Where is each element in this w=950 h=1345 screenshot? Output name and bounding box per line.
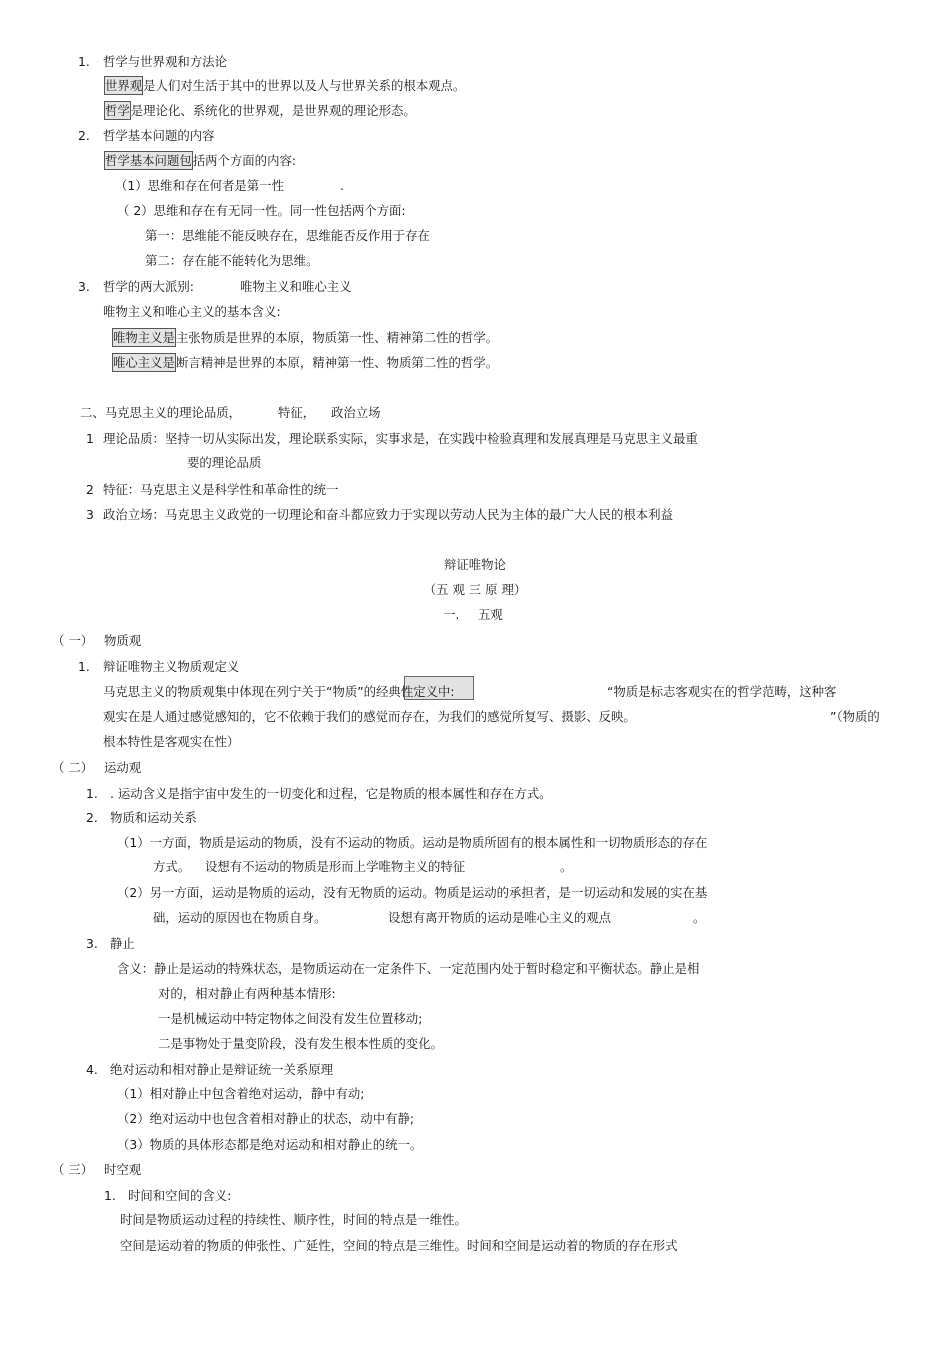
idealism-definition: 断言精神是世界的本原，精神第一性、物质第二性的哲学。 <box>175 355 499 370</box>
rest-case-two: 二是事物处于量变阶段，没有发生根本性质的变化。 <box>158 1036 443 1051</box>
time-definition: 时间是物质运动过程的持续性、顺序性，时间的特点是一维性。 <box>120 1212 467 1227</box>
section-2-heading-b: 特征， <box>278 405 316 420</box>
motion-item-4-number: 4. <box>86 1062 98 1077</box>
dm-subtitle: （五 观 三 原 理） <box>423 582 527 597</box>
motion-relation-1-cont-b: 设想有不运动的物质是形而上学唯物主义的特征 <box>205 859 466 874</box>
spacetime-item-1-number: 1. <box>104 1188 116 1203</box>
matter-item-1-title: 辩证唯物主义物质观定义 <box>103 659 240 674</box>
motion-view-title: 运动观 <box>104 760 142 775</box>
motion-item-3-title: 静止 <box>110 936 135 951</box>
matter-view-number: （ 一） <box>52 633 94 648</box>
idealism-term: 唯心主义是 <box>113 355 175 370</box>
motion-relation-2-cont-b: 设想有离开物质的运动是唯心主义的观点 <box>388 910 612 925</box>
rest-definition-cont: 对的，相对静止有两种基本情形: <box>158 986 336 1001</box>
matter-item-1-number: 1. <box>78 659 90 674</box>
item-3-value: 唯物主义和唯心主义 <box>240 279 352 294</box>
basic-question-1: （1）思维和存在何者是第一性 <box>115 178 284 193</box>
lenin-quote-middle: 观实在是人通过感觉感知的，它不依赖于我们的感觉而存在，为我们的感觉所复写、摄影、反映。 <box>103 709 636 724</box>
lenin-quote-end: ”（物质的 <box>830 709 880 724</box>
lenin-quote-start: “物质是标志客观实在的哲学范畴，这种客 <box>607 684 837 699</box>
motion-relation-1: （1）一方面，物质是运动的物质，没有不运动的物质。运动是物质所固有的根本属性和一切物质形态的存在 <box>117 835 708 850</box>
basic-question-rest: 括两个方面的内容: <box>192 153 297 168</box>
worldview-term: 世界观 <box>105 78 143 93</box>
motion-relation-1-cont-a: 方式。 <box>153 859 191 874</box>
item-3-subtitle: 唯物主义和唯心主义的基本含义: <box>103 304 281 319</box>
item-3-number: 3. <box>78 279 90 294</box>
motion-item-1-number: 1. <box>86 786 98 801</box>
unity-point-2: （2）绝对运动中也包含着相对静止的状态，动中有静; <box>117 1111 415 1126</box>
materialism-line <box>112 330 498 346</box>
feature-text: 特征：马克思主义是科学性和革命性的统一 <box>103 482 339 497</box>
dm-part-title: 五观 <box>478 607 503 622</box>
idealism-line <box>112 355 498 371</box>
dm-part-number: 一. <box>443 607 460 622</box>
motion-item-2-title: 物质和运动关系 <box>110 810 197 825</box>
quality-text-cont: 要的理论品质 <box>187 455 262 470</box>
lenin-definition-intro: 马克思主义的物质观集中体现在列宁关于“物质”的经典性定义中: <box>103 684 455 699</box>
motion-item-4-title: 绝对运动和相对静止是辩证统一关系原理 <box>110 1062 334 1077</box>
item-2-number: 2. <box>78 128 90 143</box>
section-2-heading-c: 政治立场 <box>331 405 381 420</box>
materialism-definition: 主张物质是世界的本原，物质第一性、精神第二性的哲学。 <box>175 330 499 345</box>
matter-view-title: 物质观 <box>104 633 142 648</box>
motion-relation-2-cont-a: 础，运动的原因也在物质自身。 <box>153 910 327 925</box>
stance-text: 政治立场：马克思主义政党的一切理论和奋斗都应致力于实现以劳动人民为主体的最广大人民的根本利益 <box>103 507 673 522</box>
item-3-title: 哲学的两大派别: <box>103 279 194 294</box>
spacetime-item-1-title: 时间和空间的含义: <box>128 1188 232 1203</box>
section-2-heading-a: 二、马克思主义的理论品质， <box>80 405 242 420</box>
item-1-number: 1. <box>78 54 90 69</box>
spacetime-view-title: 时空观 <box>104 1162 142 1177</box>
worldview-line <box>104 78 465 94</box>
spacetime-view-number: （ 三） <box>52 1162 94 1177</box>
motion-relation-1-cont-c: 。 <box>560 859 573 874</box>
philosophy-term: 哲学 <box>105 103 130 118</box>
unity-point-3: （3）物质的具体形态都是绝对运动和相对静止的统一。 <box>117 1137 423 1152</box>
worldview-definition: 是人们对生活于其中的世界以及人与世界关系的根本观点。 <box>143 78 466 93</box>
stance-number: 3 <box>86 507 94 522</box>
philosophy-definition: 是理论化、系统化的世界观，是世界观的理论形态。 <box>130 103 416 118</box>
motion-relation-2-cont-c: 。 <box>693 910 706 925</box>
quality-number: 1 <box>86 431 94 446</box>
item-1-title: 哲学与世界观和方法论 <box>103 54 227 69</box>
motion-item-3-number: 3. <box>86 936 98 951</box>
basic-question-line <box>104 153 296 169</box>
quality-text: 理论品质：坚持一切从实际出发，理论联系实际，实事求是，在实践中检验真理和发展真理是马克思主义最重 <box>103 431 698 446</box>
matter-fundamental-property: 根本特性是客观实在性） <box>103 734 240 749</box>
philosophy-line <box>104 103 416 119</box>
identity-second: 第二：存在能不能转化为思维。 <box>145 253 319 268</box>
unity-point-1: （1）相对静止中包含着绝对运动，静中有动; <box>117 1086 365 1101</box>
item-2-title: 哲学基本问题的内容 <box>103 128 215 143</box>
motion-definition: . 运动含义是指宇宙中发生的一切变化和过程，它是物质的根本属性和存在方式。 <box>110 786 552 801</box>
basic-question-1-period: . <box>340 178 344 193</box>
space-definition: 空间是运动着的物质的伸张性、广延性，空间的特点是三维性。时间和空间是运动着的物质的存在形式 <box>120 1238 678 1253</box>
basic-question-term: 哲学基本问题包 <box>105 153 192 168</box>
motion-relation-2: （2）另一方面，运动是物质的运动，没有无物质的运动。物质是运动的承担者，是一切运动和发展的实在基 <box>117 885 708 900</box>
dm-title: 辩证唯物论 <box>444 557 506 572</box>
basic-question-2: （ 2）思维和存在有无同一性。同一性包括两个方面: <box>117 203 406 218</box>
motion-view-number: （ 二） <box>52 760 94 775</box>
identity-first: 第一：思维能不能反映存在，思维能否反作用于存在 <box>145 228 430 243</box>
rest-case-one: 一是机械运动中特定物体之间没有发生位置移动; <box>158 1011 423 1026</box>
rest-definition: 含义：静止是运动的特殊状态，是物质运动在一定条件下、一定范围内处于暂时稳定和平衡状态。静止是相 <box>117 961 700 976</box>
motion-item-2-number: 2. <box>86 810 98 825</box>
feature-number: 2 <box>86 482 94 497</box>
materialism-term: 唯物主义是 <box>113 330 175 345</box>
